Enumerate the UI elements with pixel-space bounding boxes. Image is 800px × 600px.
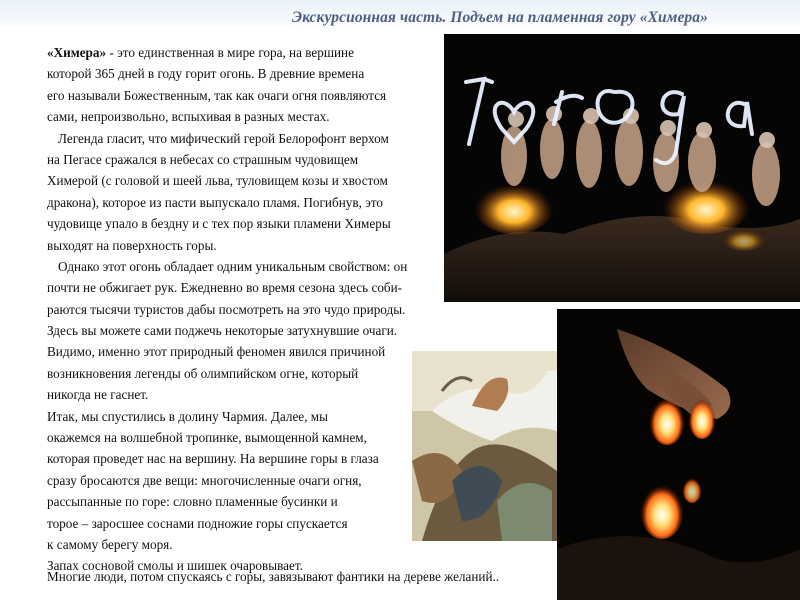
text-line-16: возникновения легенды об олимпийском огне, который (47, 365, 359, 381)
text-line-3: его называли Божественным, так как очаги огня появляются (47, 87, 387, 103)
text-line-5: Легенда гласит, что мифический герой Белорофонт верхом (58, 130, 389, 146)
slide-title-bar (0, 0, 800, 32)
text-line-22: рассыпанные по горе: словно пламенные бусинки и (47, 494, 338, 510)
text-line-6: на Пегасе сражался в небесах со страшным чудовищем (47, 151, 359, 167)
text-line-17: никогда не гаснет. (47, 387, 149, 403)
text-line-23: торое – заросшее соснами подножие горы спускается (47, 515, 348, 531)
text-line-14: Здесь вы можете сами поджечь некоторые затухнувшие очаги. (47, 323, 398, 339)
text-line-13: раются тысячи туристов дабы посмотреть на это чудо природы. (47, 301, 406, 317)
text-line-18: Итак, мы спустились в долину Чармия. Далее, мы (47, 408, 328, 424)
text-line-24: к самому берегу моря. (47, 536, 173, 552)
text-line-11: Однако этот огонь обладает одним уникальным свойством: он (58, 258, 408, 274)
text-line-4: сами, непроизвольно, вспыхивая в разных местах. (47, 109, 330, 125)
text-line-7: Химерой (с головой и шеей льва, туловищем козы и хвостом (47, 173, 388, 189)
photo-fire-light-painting (444, 34, 800, 302)
text-line-10: выходят на поверхность горы. (47, 237, 217, 253)
body-text (47, 42, 447, 577)
text-line-9: чудовище упало в бездну и с тех пор языки пламени Химеры (47, 216, 391, 232)
text-line-2: которой 365 дней в году горит огонь. В древние времена (47, 66, 365, 82)
lead-bold-term: «Химера» (47, 45, 107, 60)
text-line-15: Видимо, именно этот природный феномен явился причиной (47, 344, 386, 360)
text-line-26: Многие люди, потом спускаясь с горы, завязывают фантики на дереве желаний.. (47, 569, 500, 584)
text-line-8: дракона), которое из пасти выпускало пламя. Погибнув, это (47, 194, 384, 210)
text-line-21: сразу бросаются две вещи: многочисленные очаги огня, (47, 472, 362, 488)
text-line-19: окажемся на волшебной тропинке, вымощенной камнем, (47, 430, 367, 446)
text-line-20: которая проведет нас на вершину. На вершине горы в глаза (47, 451, 379, 467)
text-line-1: «Химера» - это единственная в мире гора, на вершине (47, 45, 354, 60)
photo-hand-over-fire (557, 309, 800, 600)
text-line-25: Запах сосновой смолы и шишек очаровывает. (47, 558, 303, 574)
slide-title: Экскурсионная часть. Подъем на пламенная гору «Химера» (292, 9, 708, 26)
text-line-12: почти не обжигает рук. Ежедневно во время сезона здесь соби- (47, 280, 403, 296)
